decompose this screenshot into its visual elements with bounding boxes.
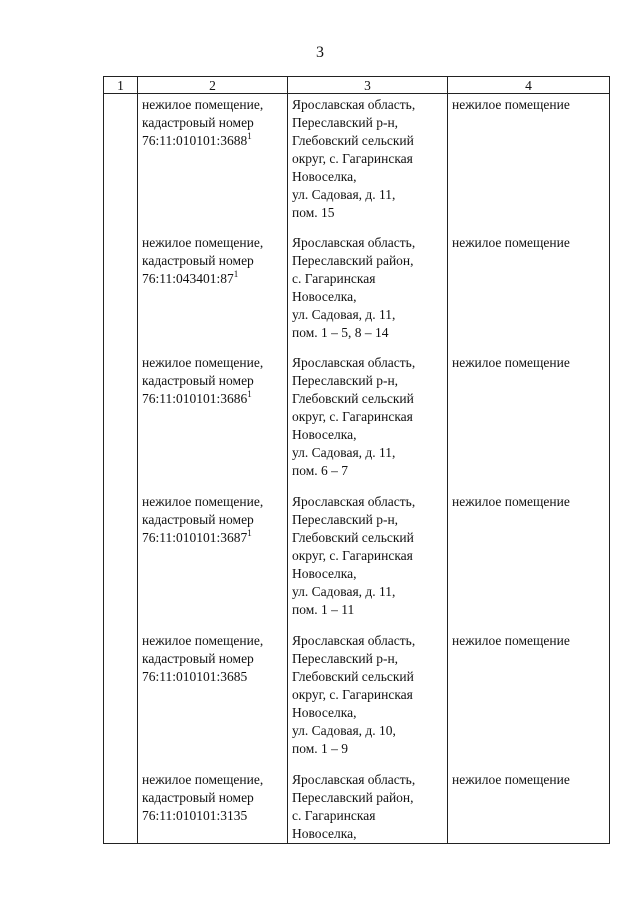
cadastral-label-text: кадастровый номер	[142, 115, 254, 130]
purpose-text: нежилое помещение	[452, 97, 570, 112]
column-header-2: 2	[138, 77, 288, 94]
address-cell	[288, 769, 448, 844]
object-type-text: нежилое помещение,	[142, 354, 264, 370]
address-cell	[288, 94, 448, 232]
address-line: Глебовский сельский	[292, 133, 414, 148]
address-line: Ярославская область,	[292, 493, 416, 509]
address-line: пом. 1 – 9	[292, 740, 349, 756]
address-line: Новоселка,	[292, 704, 357, 720]
cadastral-label-text: кадастровый номер	[142, 511, 254, 527]
address-line: Переславский р-н,	[292, 372, 399, 388]
address-line: Ярославская область,	[292, 354, 416, 370]
table-header-row	[104, 77, 610, 94]
column-header-3: 3	[288, 77, 448, 94]
address-line: округ, с. Гагаринская	[292, 151, 413, 166]
purpose-cell	[448, 352, 610, 491]
property-table	[103, 76, 610, 844]
row-number-cell	[104, 352, 138, 491]
footnote-marker: 1	[247, 131, 252, 141]
address-line: Глебовский сельский	[292, 529, 414, 545]
object-name-cell	[138, 94, 288, 232]
cadastral-label-text: кадастровый номер	[142, 789, 254, 805]
row-number-cell	[104, 769, 138, 844]
cadastral-number: 76:11:010101:3687	[142, 529, 248, 545]
table-row	[104, 352, 610, 491]
address-line: пом. 1 – 11	[292, 601, 355, 617]
purpose-text: нежилое помещение	[452, 354, 570, 370]
object-type-text: нежилое помещение,	[142, 234, 264, 250]
page-number: 3	[316, 44, 324, 61]
object-type-text: нежилое помещение,	[142, 493, 264, 509]
object-type-text: нежилое помещение,	[142, 771, 264, 787]
address-cell	[288, 491, 448, 630]
column-header-4: 4	[448, 77, 610, 94]
cadastral-number-line	[142, 807, 283, 825]
object-name-cell	[138, 491, 288, 630]
footnote-marker: 1	[247, 388, 252, 399]
cadastral-number-line	[142, 132, 283, 150]
object-name-cell	[138, 352, 288, 491]
address-line: Глебовский сельский	[292, 390, 414, 406]
cadastral-number-line	[142, 270, 283, 288]
address-line: пом. 6 – 7	[292, 462, 349, 478]
table-row	[104, 630, 610, 769]
address-line: ул. Садовая, д. 11,	[292, 187, 396, 202]
cadastral-number: 76:11:010101:3685	[142, 668, 248, 684]
footnote-marker: 1	[247, 527, 252, 538]
table-row	[104, 769, 610, 844]
address-line: округ, с. Гагаринская	[292, 547, 413, 563]
object-name-cell	[138, 232, 288, 352]
column-header-1: 1	[104, 77, 138, 94]
address-line: Ярославская область,	[292, 97, 416, 112]
address-line: Переславский район,	[292, 252, 414, 268]
address-line: Ярославская область,	[292, 632, 416, 648]
address-line: Переславский р-н,	[292, 115, 399, 130]
cadastral-number: 76:11:010101:3135	[142, 807, 248, 823]
object-type-text: нежилое помещение,	[142, 97, 264, 112]
address-line: округ, с. Гагаринская	[292, 408, 413, 424]
address-line: с. Гагаринская	[292, 270, 376, 286]
address-line: пом. 15	[292, 205, 335, 220]
cadastral-label-text: кадастровый номер	[142, 650, 254, 666]
row-number-cell	[104, 94, 138, 232]
table-row	[104, 491, 610, 630]
table-row	[104, 94, 610, 232]
cadastral-label-text: кадастровый номер	[142, 372, 254, 388]
purpose-cell	[448, 630, 610, 769]
purpose-cell	[448, 232, 610, 352]
cadastral-number: 76:11:010101:3688	[142, 133, 248, 148]
row-number-cell	[104, 232, 138, 352]
cadastral-number: 76:11:010101:3686	[142, 390, 248, 406]
address-line: ул. Садовая, д. 11,	[292, 444, 396, 460]
address-line: Глебовский сельский	[292, 668, 414, 684]
address-line: ул. Садовая, д. 11,	[292, 583, 396, 599]
cadastral-label-text: кадастровый номер	[142, 252, 254, 268]
row-number-cell	[104, 630, 138, 769]
purpose-text: нежилое помещение	[452, 771, 570, 787]
address-line: округ, с. Гагаринская	[292, 686, 413, 702]
address-line: Новоселка,	[292, 169, 357, 184]
table-row	[104, 232, 610, 352]
object-name-cell	[138, 630, 288, 769]
address-line: Переславский район,	[292, 789, 414, 805]
address-line: с. Гагаринская	[292, 807, 376, 823]
cadastral-number-line	[142, 390, 283, 408]
purpose-cell	[448, 769, 610, 844]
address-line: Новоселка,	[292, 825, 357, 841]
cadastral-number-line	[142, 668, 283, 686]
purpose-text: нежилое помещение	[452, 493, 570, 509]
footnote-marker: 1	[233, 268, 239, 279]
purpose-cell	[448, 94, 610, 232]
address-line: Ярославская область,	[292, 771, 416, 787]
object-name-cell	[138, 769, 288, 844]
purpose-cell	[448, 491, 610, 630]
cadastral-number-line	[142, 529, 283, 547]
purpose-text: нежилое помещение	[452, 234, 570, 250]
address-line: Новоселка,	[292, 426, 357, 442]
address-line: ул. Садовая, д. 11,	[292, 306, 396, 322]
row-number-cell	[104, 491, 138, 630]
cadastral-number: 76:11:043401:87	[142, 270, 234, 286]
address-line: Ярославская область,	[292, 234, 416, 250]
address-line: ул. Садовая, д. 10,	[292, 722, 396, 738]
address-cell	[288, 630, 448, 769]
address-cell	[288, 232, 448, 352]
address-line: Переславский р-н,	[292, 650, 399, 666]
object-type-text: нежилое помещение,	[142, 632, 264, 648]
purpose-text: нежилое помещение	[452, 632, 570, 648]
address-cell	[288, 352, 448, 491]
address-line: Новоселка,	[292, 565, 357, 581]
address-line: Новоселка,	[292, 288, 357, 304]
address-line: Переславский р-н,	[292, 511, 399, 527]
address-line: пом. 1 – 5, 8 – 14	[292, 324, 389, 340]
